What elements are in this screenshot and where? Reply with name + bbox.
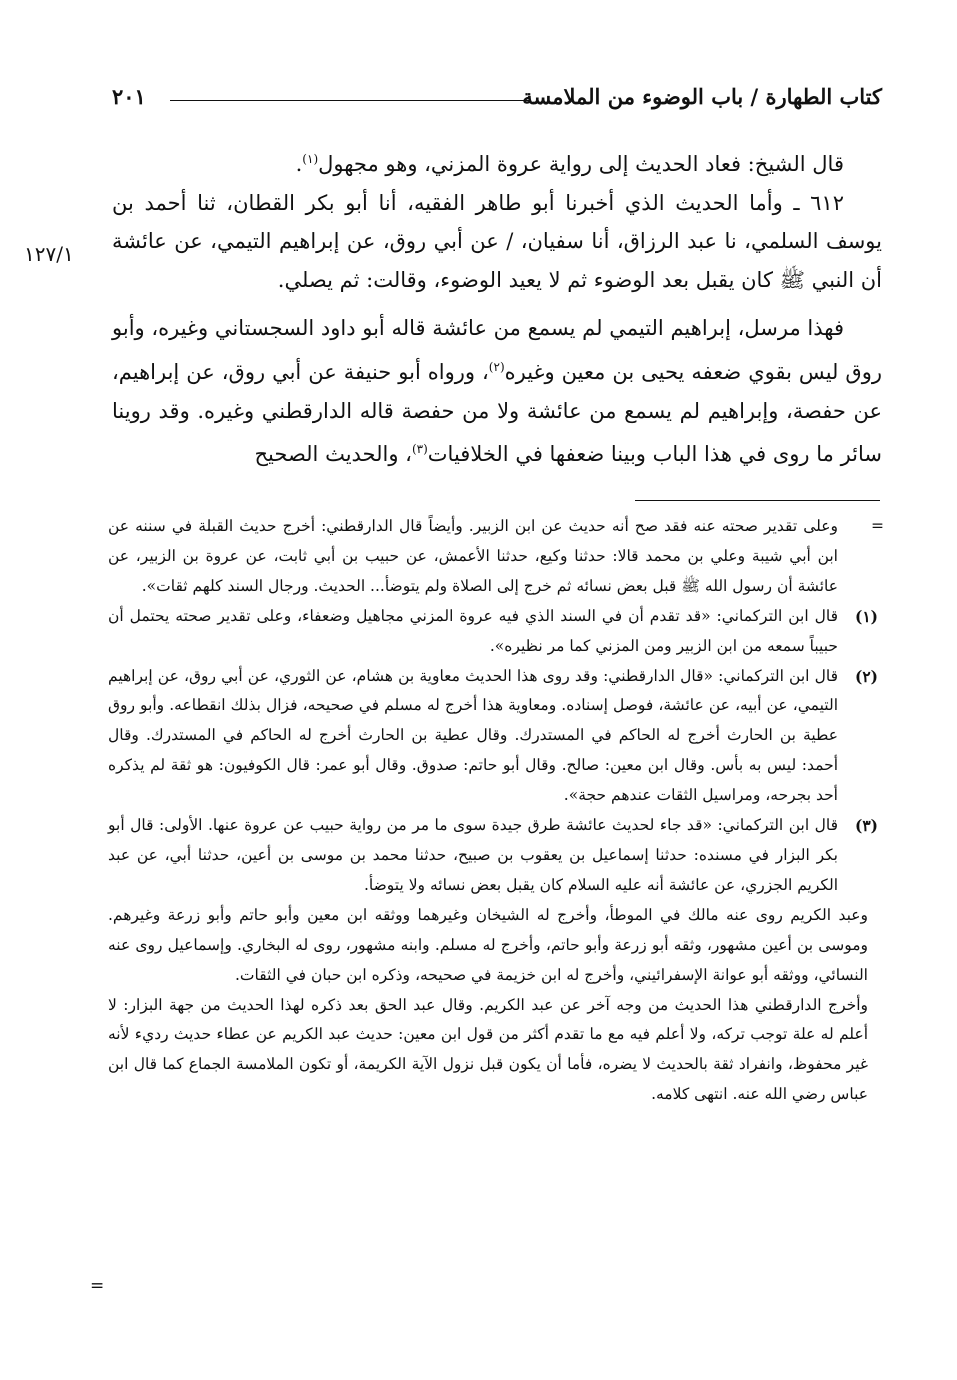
footnote-2: (٢) قال ابن التركماني: «قال الدارقطني: وقد روى هذا الحديث معاوية بن هشام، عن الثوري، عن أبي روق، عن إبراهيم التيمي، عن أبيه، عن عائشة، فوصل إسناده. ومعاوية هذا أخرج له مسلم في صحيحه، فزال بذلك انقطاعه. وأبو روق عطية بن الحارث أخرج له الحاكم في المستدرك. وقال عطية بن الحارث أخرج له الحاكم في المستدرك. وقال أحمد: ليس به بأس. وقال ابن معين: صالح. وقال أبو حاتم: صدوق. وقال أبو عمر: قال الكوفيون: هو ثقة لم يذكره أحد بجرحه، ومراسيل الثقات عندهم حجة».	[108, 662, 878, 812]
running-header	[112, 84, 882, 124]
main-text	[112, 140, 882, 474]
continuation-marker: =	[871, 517, 884, 535]
manuscript-folio-note: ١٢٧/١	[24, 242, 74, 266]
footnote-1-marker: (١)	[854, 606, 878, 626]
paragraph-1: قال الشيخ: فعاد الحديث إلى رواية عروة المزني، وهو مجهول$^{(١)}$.	[295, 152, 844, 176]
footnote-ref-2: (٢)	[488, 359, 505, 374]
chapter-title: كتاب الطهارة / باب الوضوء من الملامسة	[522, 84, 882, 109]
footnote-3-part-3: وأخرج الدارقطني هذا الحديث من وجه آخر عن عبد الكريم. وقال عبد الحق بعد ذكره لهذا الحديث من جهة البزار: لا أعلم له علة توجب تركه، ولا أعلم فيه مع ما تقدم أكثر من قول ابن معين: حديث عبد الكريم عن عطاء حديث رديء لأنه غير محفوظ، وانفراد ثقة بالحديث لا يضره، فأما أن يكون قبل نزول الآية الكريمة، أو تكون الملامسة الجماع كما قال ابن عباس رضي الله عنه. انتهى كلامه.	[108, 995, 868, 1104]
paragraph-3: فهذا مرسل، إبراهيم التيمي لم يسمع من عائشة قاله أبو داود السجستاني وغيره، وأبو روق ليس بقوي ضعفه يحيى بن معين وغيره$^{(٢)}$، ورواه أبو حنيفة عن أبي روق، عن إبراهيم، عن حفصة، وإبراهيم لم يسمع من عائشة ولا من حفصة قاله الدارقطني وغيره. وقد روينا سائر ما روى في هذا الباب وبينا ضعفها في الخلافيات$^{(٣)}$، والحديث الصحيح	[112, 316, 883, 467]
footnote-3: (٣) قال ابن التركماني: «قد جاء لحديث عائشة طرق جيدة سوى ما مر من رواية حبيب عن عروة عنها. الأولى: قال أبو بكر البزار في مسنده: حدثنا إسماعيل بن يعقوب بن صبيح، حدثنا محمد بن موسى بن أعين، حدثنا أبي، عن عبد الكريم الجزري، عن عائشة أنه عليه السلام كان يقبل بعض نسائه ولا يتوضأ.	[108, 811, 878, 901]
footnote-1: (١) قال ابن التركماني: «قد تقدم أن في السند الذي فيه عروة المزني مجاهيل وضعفاء، وعلى تقدير صحته يحتمل أن حبيباً سمعه من ابن الزبير ومن المزني كما مر نظيره».	[108, 602, 878, 662]
paragraph-2: ٦١٢ ـ وأما الحديث الذي أخبرنا أبو طاهر الفقيه، أنا أبو بكر القطان، ثنا أحمد بن يوسف السلمي، نا عبد الرزاق، أنا سفيان، / عن أبي روق، عن إبراهيم التيمي، عن عائشة أن النبي ﷺ كان يقبل بعد الوضوء ثم لا يعيد الوضوء، وقالت: ثم يصلي.	[112, 190, 882, 292]
footnotes	[108, 512, 884, 1110]
header-rule	[170, 100, 530, 101]
continues-next-page-marker: =	[90, 1276, 105, 1296]
footnote-ref-1: (١)	[302, 152, 319, 166]
footnote-3-part-2: وعبد الكريم روى عنه مالك في الموطأ، وأخرج له الشيخان وغيرهما ووثقه ابن معين وأبو حاتم وأبو زرعة وغيرهم. وموسى بن أعين مشهور، وثقه أبو زرعة وأبو حاتم، وأخرج له مسلم. وابنه مشهور، روى له البخاري. وإسماعيل روى عنه النسائي، ووثقه أبو عوانة الإسفرائيني، وأخرج له ابن خزيمة في صحيحه، وذكره ابن حبان في الثقات.	[108, 905, 868, 984]
footnote-2-marker: (٢)	[854, 666, 878, 686]
page-number: ٢٠١	[112, 84, 146, 109]
footnote-separator	[635, 500, 880, 501]
footnote-continuation: = وعلى تقدير صحته عنه فقد صح أنه حديث عن ابن الزبير. وأيضاً قال الدارقطني: أخرج حديث القبلة في سننه عن ابن أبي شيبة وعلي بن محمد قالا: حدثنا وكيع، حدثنا الأعمش، عن حبيب بن أبي ثابت، عن عروة بن الزبير، عن عائشة أن رسول الله ﷺ قبل بعض نسائه ثم خرج إلى الصلاة ولم يتوضأ... الحديث. ورجال السند كلهم ثقات».	[108, 512, 878, 602]
footnote-3-marker: (٣)	[854, 816, 878, 836]
footnote-ref-3: (٣)	[411, 442, 428, 457]
